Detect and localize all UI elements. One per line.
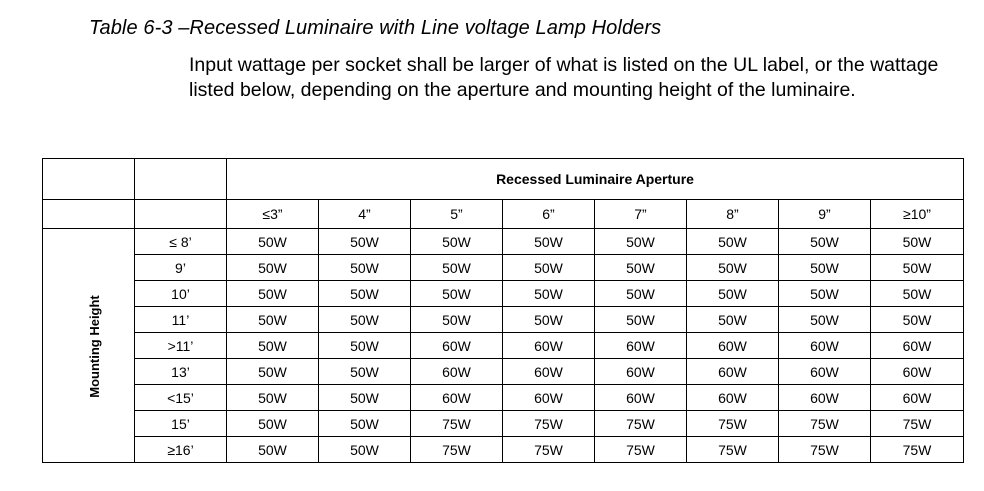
wattage-cell: 75W bbox=[871, 437, 964, 463]
mounting-height-cell: 10’ bbox=[135, 281, 227, 307]
table-head bbox=[43, 159, 964, 229]
wattage-cell: 50W bbox=[503, 307, 595, 333]
wattage-cell: 50W bbox=[319, 411, 411, 437]
table-row bbox=[43, 229, 964, 255]
corner-cell bbox=[135, 159, 227, 200]
wattage-cell: 50W bbox=[687, 229, 779, 255]
wattage-cell: 60W bbox=[687, 359, 779, 385]
wattage-cell: 60W bbox=[871, 333, 964, 359]
wattage-cell: 60W bbox=[595, 359, 687, 385]
wattage-cell: 50W bbox=[779, 307, 871, 333]
wattage-cell: 50W bbox=[779, 229, 871, 255]
table-row bbox=[43, 281, 964, 307]
wattage-cell: 50W bbox=[595, 307, 687, 333]
wattage-cell: 50W bbox=[687, 281, 779, 307]
wattage-cell: 50W bbox=[227, 333, 319, 359]
aperture-column-header: 7” bbox=[595, 200, 687, 229]
wattage-cell: 50W bbox=[687, 307, 779, 333]
wattage-cell: 60W bbox=[411, 359, 503, 385]
wattage-cell: 60W bbox=[779, 359, 871, 385]
mounting-height-cell: 13’ bbox=[135, 359, 227, 385]
wattage-cell: 50W bbox=[227, 307, 319, 333]
wattage-cell: 50W bbox=[319, 255, 411, 281]
table-row bbox=[43, 359, 964, 385]
aperture-column-header: ≥10” bbox=[871, 200, 964, 229]
wattage-cell: 60W bbox=[871, 359, 964, 385]
wattage-cell: 50W bbox=[411, 229, 503, 255]
table-row bbox=[43, 333, 964, 359]
wattage-cell: 50W bbox=[595, 255, 687, 281]
wattage-cell: 50W bbox=[411, 281, 503, 307]
wattage-cell: 50W bbox=[227, 255, 319, 281]
wattage-cell: 50W bbox=[411, 255, 503, 281]
wattage-cell: 50W bbox=[319, 437, 411, 463]
table-row bbox=[43, 437, 964, 463]
wattage-cell: 75W bbox=[687, 411, 779, 437]
wattage-cell: 60W bbox=[595, 333, 687, 359]
wattage-cell: 50W bbox=[319, 307, 411, 333]
wattage-cell: 50W bbox=[687, 255, 779, 281]
aperture-column-header: 8” bbox=[687, 200, 779, 229]
corner-cell bbox=[43, 159, 135, 200]
wattage-cell: 75W bbox=[595, 411, 687, 437]
table-body bbox=[43, 229, 964, 463]
aperture-header: Recessed Luminaire Aperture bbox=[227, 159, 964, 200]
wattage-cell: 50W bbox=[227, 411, 319, 437]
mounting-height-cell: 15’ bbox=[135, 411, 227, 437]
corner-cell bbox=[135, 200, 227, 229]
wattage-cell: 60W bbox=[411, 333, 503, 359]
wattage-cell: 75W bbox=[779, 437, 871, 463]
aperture-column-header: ≤3” bbox=[227, 200, 319, 229]
wattage-cell: 50W bbox=[503, 255, 595, 281]
wattage-cell: 50W bbox=[779, 281, 871, 307]
wattage-cell: 50W bbox=[319, 359, 411, 385]
wattage-cell: 50W bbox=[871, 255, 964, 281]
corner-cell bbox=[43, 200, 135, 229]
wattage-cell: 60W bbox=[687, 333, 779, 359]
wattage-cell: 50W bbox=[227, 359, 319, 385]
wattage-cell: 60W bbox=[503, 359, 595, 385]
wattage-cell: 60W bbox=[503, 333, 595, 359]
wattage-cell: 50W bbox=[871, 281, 964, 307]
wattage-cell: 75W bbox=[687, 437, 779, 463]
table-row bbox=[43, 307, 964, 333]
aperture-row bbox=[43, 200, 964, 229]
mounting-height-cell: <15’ bbox=[135, 385, 227, 411]
wattage-cell: 50W bbox=[319, 385, 411, 411]
table-caption: Table 6-3 –Recessed Luminaire with Line voltage Lamp Holders bbox=[89, 17, 662, 39]
row-group-cell bbox=[43, 229, 135, 463]
table-description: Input wattage per socket shall be larger of what is listed on the UL label, or the wattage listed below, depending on the aperture and mounting height of the luminaire. bbox=[189, 54, 939, 101]
mounting-height-label: Mounting Height bbox=[86, 294, 102, 398]
wattage-cell: 75W bbox=[503, 411, 595, 437]
mounting-height-cell: >11’ bbox=[135, 333, 227, 359]
mounting-height-cell: 9’ bbox=[135, 255, 227, 281]
wattage-cell: 75W bbox=[779, 411, 871, 437]
wattage-cell: 50W bbox=[871, 229, 964, 255]
wattage-cell: 50W bbox=[319, 333, 411, 359]
table-row bbox=[43, 385, 964, 411]
aperture-column-header: 5” bbox=[411, 200, 503, 229]
wattage-cell: 60W bbox=[411, 385, 503, 411]
wattage-cell: 60W bbox=[595, 385, 687, 411]
wattage-table bbox=[42, 158, 964, 463]
header-row bbox=[43, 159, 964, 200]
wattage-cell: 60W bbox=[779, 333, 871, 359]
wattage-cell: 50W bbox=[319, 281, 411, 307]
wattage-cell: 50W bbox=[227, 437, 319, 463]
wattage-cell: 75W bbox=[411, 411, 503, 437]
wattage-cell: 60W bbox=[871, 385, 964, 411]
wattage-cell: 60W bbox=[687, 385, 779, 411]
aperture-column-header: 9” bbox=[779, 200, 871, 229]
mounting-height-cell: 11’ bbox=[135, 307, 227, 333]
mounting-height-cell: ≤ 8’ bbox=[135, 229, 227, 255]
table-row bbox=[43, 255, 964, 281]
wattage-cell: 75W bbox=[595, 437, 687, 463]
wattage-cell: 50W bbox=[779, 255, 871, 281]
wattage-cell: 75W bbox=[871, 411, 964, 437]
aperture-column-header: 6” bbox=[503, 200, 595, 229]
wattage-cell: 60W bbox=[779, 385, 871, 411]
mounting-height-cell: ≥16’ bbox=[135, 437, 227, 463]
wattage-cell: 60W bbox=[503, 385, 595, 411]
wattage-cell: 50W bbox=[871, 307, 964, 333]
wattage-cell: 50W bbox=[595, 281, 687, 307]
aperture-column-header: 4” bbox=[319, 200, 411, 229]
table-row bbox=[43, 411, 964, 437]
wattage-cell: 75W bbox=[411, 437, 503, 463]
wattage-cell: 50W bbox=[227, 281, 319, 307]
wattage-cell: 50W bbox=[411, 307, 503, 333]
wattage-cell: 50W bbox=[227, 229, 319, 255]
wattage-cell: 75W bbox=[503, 437, 595, 463]
wattage-cell: 50W bbox=[227, 385, 319, 411]
wattage-cell: 50W bbox=[319, 229, 411, 255]
wattage-cell: 50W bbox=[503, 229, 595, 255]
wattage-cell: 50W bbox=[595, 229, 687, 255]
wattage-cell: 50W bbox=[503, 281, 595, 307]
